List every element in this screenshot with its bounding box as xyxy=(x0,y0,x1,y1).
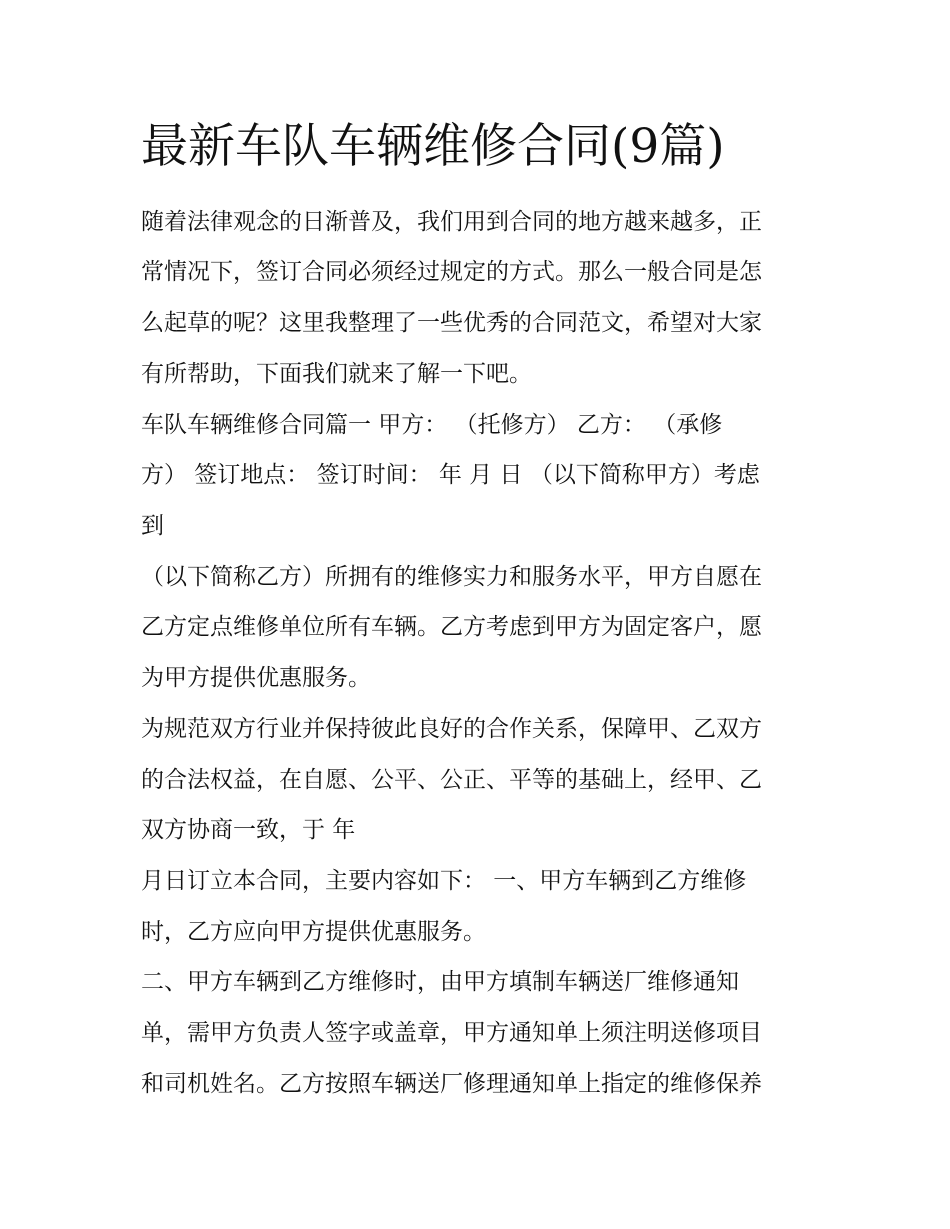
paragraph-line: 常情况下，签订合同必须经过规定的方式。那么一般合同是怎 xyxy=(141,259,762,285)
paragraph-line: 月日订立本合同，主要内容如下： 一、甲方车辆到乙方维修 xyxy=(141,868,747,894)
document-title: 最新车队车辆维修合同(9篇) xyxy=(141,119,725,174)
paragraph-line: 到 xyxy=(141,513,164,539)
paragraph-line: 为甲方提供优惠服务。 xyxy=(141,665,371,691)
paragraph-line: 二、甲方车辆到乙方维修时，由甲方填制车辆送厂维修通知 xyxy=(141,969,739,995)
paragraph-line: （以下简称乙方）所拥有的维修实力和服务水平，甲方自愿在 xyxy=(141,564,762,590)
paragraph-line: 乙方定点维修单位所有车辆。乙方考虑到甲方为固定客户，愿 xyxy=(141,614,762,640)
paragraph-line: 单，需甲方负责人签字或盖章，甲方通知单上须注明送修项目 xyxy=(141,1020,762,1046)
paragraph-line: 时，乙方应向甲方提供优惠服务。 xyxy=(141,919,486,945)
paragraph-line: 为规范双方行业并保持彼此良好的合作关系，保障甲、乙双方 xyxy=(141,716,762,742)
paragraph-line: 有所帮助，下面我们就来了解一下吧。 xyxy=(141,361,532,387)
paragraph-line: 双方协商一致，于 年 xyxy=(141,817,356,843)
paragraph-line: 车队车辆维修合同篇一 甲方： （托修方） 乙方： （承修 xyxy=(141,412,723,438)
paragraph-line: 方） 签订地点： 签订时间： 年 月 日 （以下简称甲方）考虑 xyxy=(141,462,760,488)
paragraph-line: 和司机姓名。乙方按照车辆送厂修理通知单上指定的维修保养 xyxy=(141,1071,762,1097)
paragraph-line: 么起草的呢？这里我整理了一些优秀的合同范文，希望对大家 xyxy=(141,310,762,336)
paragraph-line: 随着法律观念的日渐普及，我们用到合同的地方越来越多，正 xyxy=(141,209,762,235)
paragraph-line: 的合法权益，在自愿、公平、公正、平等的基础上，经甲、乙 xyxy=(141,767,762,793)
